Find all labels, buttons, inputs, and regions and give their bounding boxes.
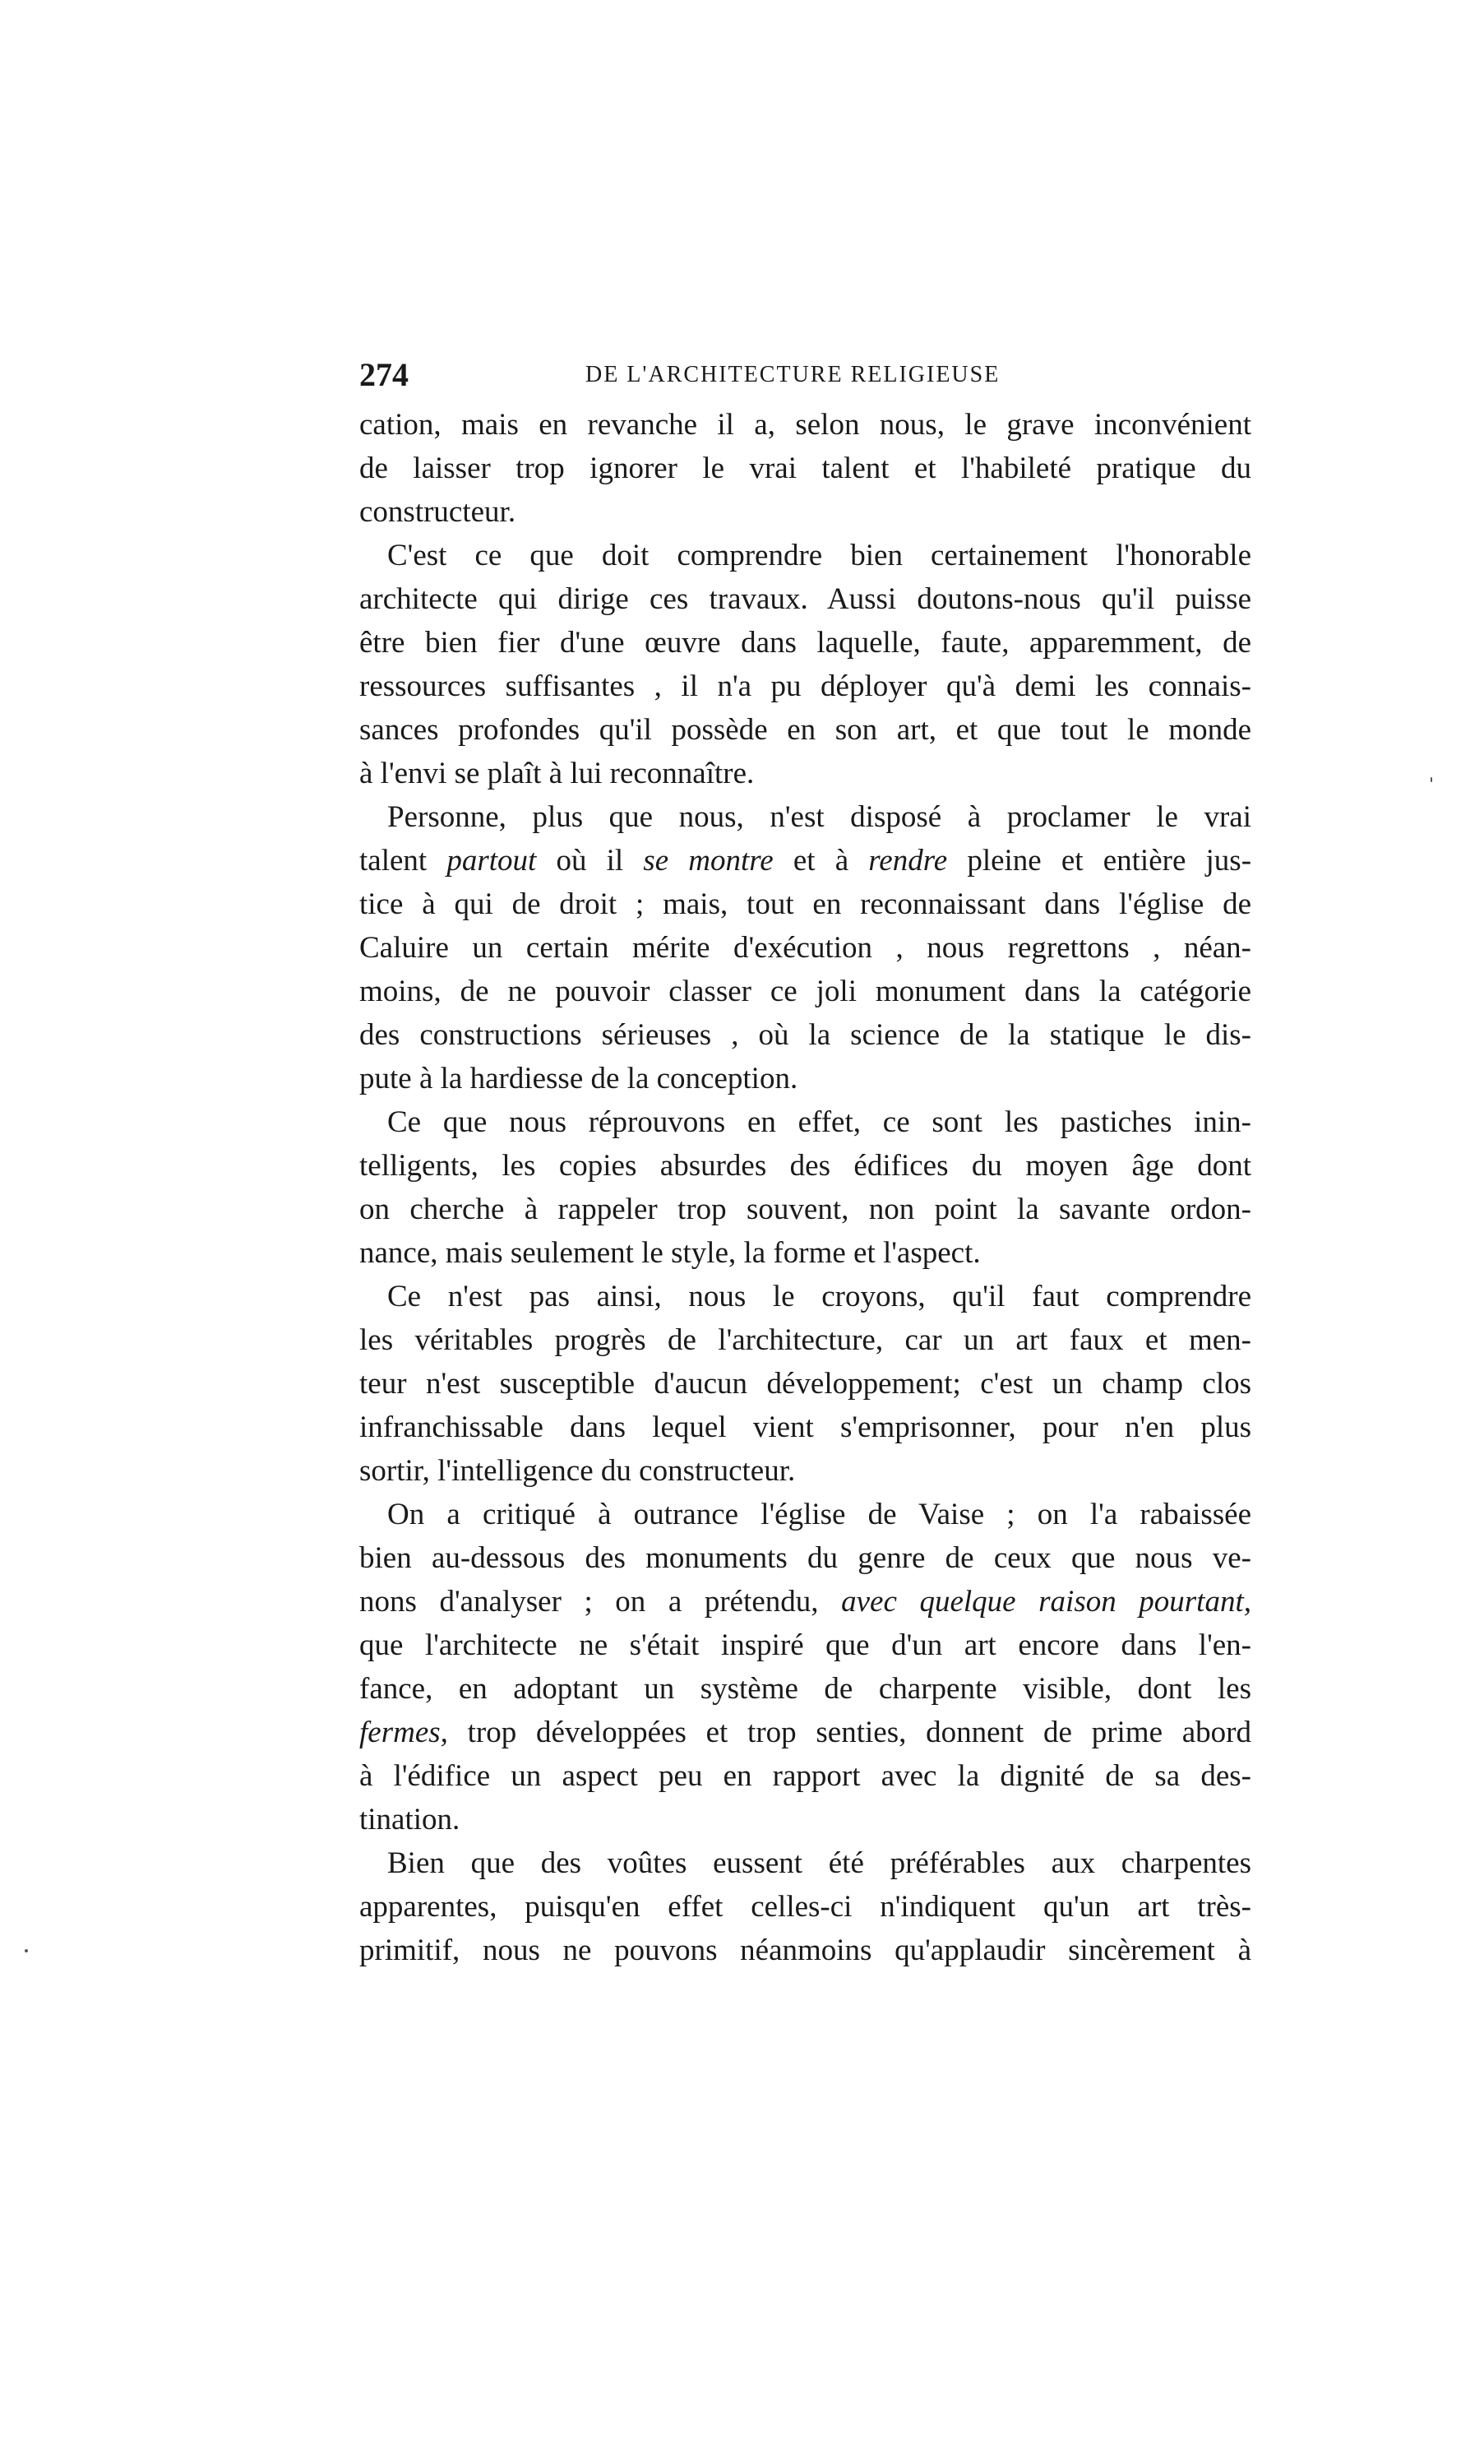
text-run: sortir, l'intelligence du constructeur.: [359, 1454, 796, 1488]
text-line: [359, 1406, 1251, 1449]
page-body-text: [359, 403, 1251, 1972]
text-line: [359, 1231, 1251, 1275]
text-run: nons d'analyser ; on a prétendu,: [359, 1585, 842, 1619]
text-run: fance, en adoptant un système de charpente visible, dont les: [359, 1672, 1251, 1706]
text-run: Caluire un certain mérite d'exécution , nous regrettons , néan-: [359, 931, 1251, 965]
text-run: apparentes, puisqu'en effet celles-ci n'indiquent qu'un art très-: [359, 1890, 1251, 1924]
italic-text: rendre: [868, 844, 948, 878]
text-line: [359, 926, 1251, 970]
running-title: DE L'ARCHITECTURE RELIGIEUSE: [585, 362, 1001, 387]
text-run: et à: [773, 844, 869, 878]
text-line: [359, 1929, 1251, 1972]
italic-text: fermes,: [359, 1716, 448, 1749]
text-run: On a critiqué à outrance l'église de Vaise ; on l'a rabaissée: [387, 1498, 1251, 1531]
text-line: [359, 1275, 1251, 1318]
text-run: Bien que des voûtes eussent été préférables aux charpentes: [387, 1846, 1251, 1880]
italic-text: avec quelque raison pourtant,: [841, 1585, 1251, 1619]
text-line: [359, 577, 1251, 621]
text-line: [359, 1013, 1251, 1057]
text-run: que l'architecte ne s'était inspiré que d'un art encore dans l'en-: [359, 1628, 1251, 1662]
text-run: à l'édifice un aspect peu en rapport avec la dignité de sa des-: [359, 1759, 1251, 1793]
text-run: Personne, plus que nous, n'est disposé à proclamer le vrai: [387, 800, 1251, 834]
text-run: primitif, nous ne pouvons néanmoins qu'applaudir sincèrement à: [359, 1934, 1251, 1967]
running-header: [359, 355, 1251, 396]
text-line: [359, 1362, 1251, 1406]
text-run: nance, mais seulement le style, la forme et l'aspect.: [359, 1236, 981, 1270]
page-number: 274: [359, 356, 409, 393]
text-run: de laisser trop ignorer le vrai talent et l'habileté pratique du: [359, 452, 1251, 485]
text-line: [359, 1449, 1251, 1493]
text-line: [359, 665, 1251, 708]
text-run: tination.: [359, 1803, 460, 1836]
text-run: moins, de ne pouvoir classer ce joli monument dans la catégorie: [359, 975, 1251, 1008]
text-run: être bien fier d'une œuvre dans laquelle, faute, apparemment, de: [359, 626, 1251, 660]
text-line: [359, 882, 1251, 926]
text-run: pute à la hardiesse de la conception.: [359, 1062, 798, 1095]
text-run: les véritables progrès de l'architecture, car un art faux et men-: [359, 1323, 1251, 1357]
text-line: [359, 1188, 1251, 1231]
text-line: [359, 1885, 1251, 1929]
text-line: [359, 534, 1251, 577]
text-run: où il: [536, 844, 644, 878]
text-run: sances profondes qu'il possède en son art, et que tout le monde: [359, 713, 1251, 747]
text-run: teur n'est susceptible d'aucun développement; c'est un champ clos: [359, 1367, 1251, 1401]
text-run: Ce que nous réprouvons en effet, ce sont les pastiches inin-: [387, 1105, 1251, 1139]
text-line: [359, 621, 1251, 665]
scan-speck: [1431, 777, 1432, 782]
scan-speck: [25, 1949, 28, 1952]
italic-text: partout: [446, 844, 537, 878]
text-line: [359, 1057, 1251, 1100]
text-run: talent: [359, 844, 447, 878]
text-run: architecte qui dirige ces travaux. Aussi doutons-nous qu'il puisse: [359, 582, 1251, 616]
text-line: [359, 1144, 1251, 1188]
text-line: [359, 1667, 1251, 1711]
text-line: [359, 1841, 1251, 1885]
text-line: [359, 1711, 1251, 1754]
text-run: Ce n'est pas ainsi, nous le croyons, qu'il faut comprendre: [387, 1280, 1251, 1313]
text-line: [359, 403, 1251, 447]
text-run: trop développées et trop senties, donnent de prime abord: [447, 1716, 1251, 1749]
text-run: telligents, les copies absurdes des édifices du moyen âge dont: [359, 1149, 1251, 1183]
italic-text: se montre: [643, 844, 774, 878]
text-line: [359, 1623, 1251, 1667]
text-line: [359, 752, 1251, 795]
text-line: [359, 708, 1251, 752]
text-line: [359, 839, 1251, 882]
text-run: on cherche à rappeler trop souvent, non point la savante ordon-: [359, 1193, 1251, 1226]
text-run: bien au-dessous des monuments du genre de ceux que nous ve-: [359, 1541, 1251, 1575]
text-run: constructeur.: [359, 495, 516, 529]
text-run: cation, mais en revanche il a, selon nous, le grave inconvénient: [359, 408, 1251, 442]
text-line: [359, 1318, 1251, 1362]
text-run: infranchissable dans lequel vient s'emprisonner, pour n'en plus: [359, 1410, 1251, 1444]
text-line: [359, 1100, 1251, 1144]
text-line: [359, 1493, 1251, 1536]
text-run: tice à qui de droit ; mais, tout en reconnaissant dans l'église de: [359, 887, 1251, 921]
text-run: des constructions sérieuses , où la science de la statique le dis-: [359, 1018, 1251, 1052]
text-line: [359, 1536, 1251, 1580]
text-line: [359, 970, 1251, 1013]
text-line: [359, 1754, 1251, 1798]
text-run: ressources suffisantes , il n'a pu déployer qu'à demi les connais-: [359, 669, 1251, 703]
text-line: [359, 490, 1251, 534]
text-run: à l'envi se plaît à lui reconnaître.: [359, 757, 755, 790]
text-run: C'est ce que doit comprendre bien certainement l'honorable: [387, 539, 1251, 572]
text-run: pleine et entière jus-: [947, 844, 1252, 878]
text-line: [359, 447, 1251, 490]
text-line: [359, 795, 1251, 839]
text-line: [359, 1798, 1251, 1841]
text-line: [359, 1580, 1251, 1623]
